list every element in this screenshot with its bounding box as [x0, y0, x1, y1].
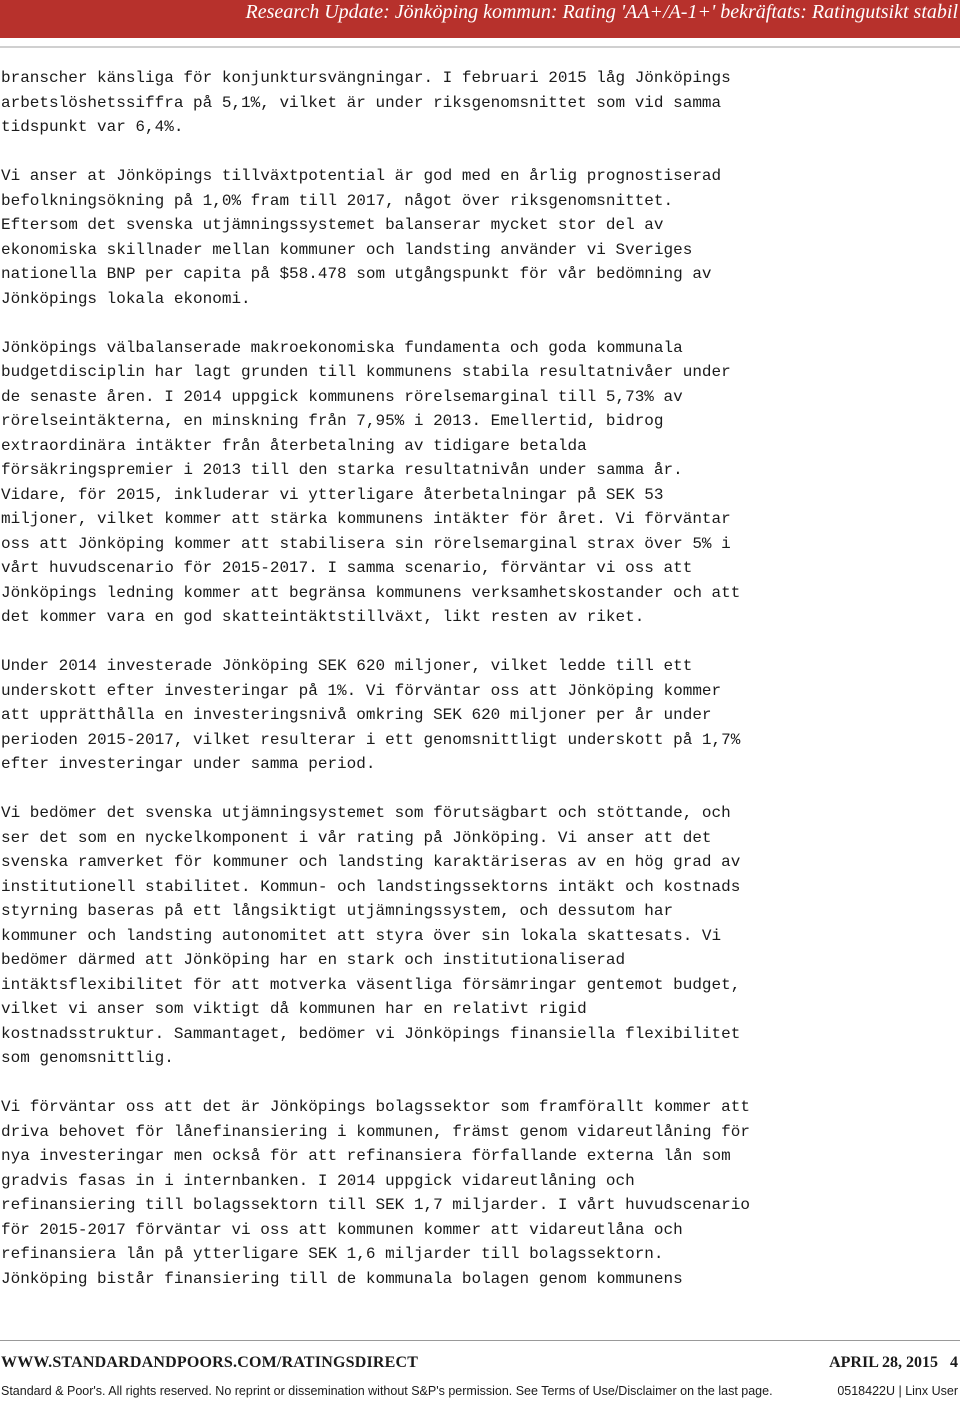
footer-website-link[interactable]: WWW.STANDARDANDPOORS.COM/RATINGSDIRECT	[1, 1354, 419, 1371]
text-line: Vi förväntar oss att det är Jönköpings bolagssektor som framförallt kommer att	[1, 1098, 750, 1116]
header-divider	[0, 46, 960, 48]
text-line: befolkningsökning på 1,0% fram till 2017, något över riksgenomsnittet.	[1, 191, 674, 210]
text-line: Jönköpings ledning kommer att begränsa kommunens verksamhetskostander och att	[1, 583, 741, 602]
text-line: rörelseintäkterna, en minskning från 7,95% i 2013. Emellertid, bidrog	[1, 412, 664, 430]
text-line: Jönköpings välbalanserade makroekonomiska fundamenta och goda kommunala	[1, 338, 683, 357]
text-line: intäktsflexibilitet för att motverka väsentliga försämringar gentemot budget,	[1, 975, 741, 994]
text-line: gradvis fasas in i internbanken. I 2014 uppgick vidareutlåning och	[1, 1171, 635, 1190]
paragraph	[1, 164, 959, 311]
text-line: refinansiera lån på ytterligare SEK 1,6 miljarder till bolagssektorn.	[1, 1245, 664, 1263]
text-line: som genomsnittlig.	[1, 1049, 174, 1067]
copyright-notice: Standard & Poor's. All rights reserved. No reprint or dissemination without S&P's permission. See Terms of Use/Disclaimer on the last page.	[1, 1384, 773, 1398]
text-line: efter investeringar under samma period.	[1, 755, 376, 773]
publication-date: APRIL 28, 2015	[829, 1354, 938, 1371]
document-id: 0518422U | Linx User	[837, 1384, 958, 1398]
paragraph-gap	[1, 1071, 959, 1096]
text-line: Vi anser at Jönköpings tillväxtpotential är god med en årlig prognostiserad	[1, 167, 722, 185]
text-line: försäkringspremier i 2013 till den starka resultatnivån under samma år.	[1, 461, 683, 479]
paragraph-gap	[1, 140, 959, 165]
text-line: underskott efter investeringar på 1%. Vi förväntar oss att Jönköping kommer	[1, 681, 722, 700]
paragraph	[1, 654, 959, 777]
text-line: institutionell stabilitet. Kommun- och landstingssektorns intäkt och kostnads	[1, 877, 741, 896]
text-line: Vi bedömer det svenska utjämningsystemet som förutsägbart och stöttande, och	[1, 804, 731, 822]
text-line: det kommer vara en god skatteintäktstillväxt, likt resten av riket.	[1, 608, 645, 626]
text-line: nationella BNP per capita på $58.478 som utgångspunkt för vår bedömning av	[1, 265, 712, 283]
text-line: miljoner, vilket kommer att stärka kommunens intäkter för året. Vi förväntar	[1, 510, 731, 528]
paragraph	[1, 1095, 959, 1291]
text-line: Eftersom det svenska utjämningssystemet balanserar mycket stor del av	[1, 216, 664, 234]
text-line: ekonomiska skillnader mellan kommuner och landsting använder vi Sveriges	[1, 240, 693, 259]
text-line: kostnadsstruktur. Sammantaget, bedömer vi Jönköpings finansiella flexibilitet	[1, 1024, 741, 1043]
text-line: perioden 2015-2017, vilket resulterar i ett genomsnittligt underskott på 1,7%	[1, 730, 741, 749]
footer-date-page	[829, 1354, 958, 1372]
text-line: Jönköpings lokala ekonomi.	[1, 289, 251, 308]
article-body	[1, 66, 959, 1291]
text-line: vårt huvudscenario för 2015-2017. I samma scenario, förväntar vi oss att	[1, 559, 693, 577]
text-line: bedömer därmed att Jönköping har en stark och institutionaliserad	[1, 951, 626, 969]
text-line: Under 2014 investerade Jönköping SEK 620 miljoner, vilket ledde till ett	[1, 657, 693, 675]
text-line: Jönköping bistår finansiering till de kommunala bolagen genom kommunens	[1, 1269, 683, 1288]
text-line: svenska ramverket för kommuner och landsting karaktäriseras av en hög grad av	[1, 853, 741, 871]
paragraph	[1, 336, 959, 630]
paragraph	[1, 801, 959, 1071]
text-line: nya investeringar men också för att refinansiera förfallande externa lån som	[1, 1147, 731, 1165]
page-number: 4	[950, 1354, 958, 1371]
text-line: styrning baseras på ett långsiktigt utjämningssystem, och dessutom har	[1, 902, 674, 920]
text-line: arbetslöshetssiffra på 5,1%, vilket är under riksgenomsnittet som vid samma	[1, 93, 722, 112]
text-line: vilket vi anser som viktigt då kommunen har en relativt rigid	[1, 1000, 587, 1018]
paragraph-gap	[1, 777, 959, 802]
paragraph-gap	[1, 311, 959, 336]
text-line: refinansiering till bolagssektorn till SEK 1,7 miljarder. I vårt huvudscenario	[1, 1196, 750, 1214]
text-line: de senaste åren. I 2014 uppgick kommunens rörelsemarginal till 5,73% av	[1, 387, 683, 406]
text-line: budgetdisciplin har lagt grunden till kommunens stabila resultatnivåer under	[1, 363, 731, 381]
paragraph	[1, 66, 959, 140]
text-line: ser det som en nyckelkomponent i vår rating på Jönköping. Vi anser att det	[1, 828, 712, 847]
text-line: tidspunkt var 6,4%.	[1, 118, 184, 136]
text-line: att upprätthålla en investeringsnivå omkring SEK 620 miljoner per år under	[1, 706, 712, 724]
text-line: för 2015-2017 förväntar vi oss att kommunen kommer att vidareutlåna och	[1, 1220, 683, 1239]
text-line: extraordinära intäkter från återbetalning av tidigare betalda	[1, 436, 587, 455]
paragraph-gap	[1, 630, 959, 655]
footer-divider	[0, 1340, 960, 1341]
text-line: kommuner och landsting autonomitet att styra över sin lokala skattesats. Vi	[1, 926, 722, 945]
text-line: Vidare, för 2015, inkluderar vi ytterligare återbetalningar på SEK 53	[1, 485, 664, 504]
document-title: Research Update: Jönköping kommun: Rating 'AA+/A-1+' bekräftats: Ratingutsikt stabil	[245, 1, 958, 23]
header-bar	[0, 0, 960, 38]
text-line: driva behovet för lånefinansiering i kommunen, främst genom vidareutlåning för	[1, 1122, 750, 1141]
text-line: branscher känsliga för konjunktursvängningar. I februari 2015 låg Jönköpings	[1, 69, 731, 87]
text-line: oss att Jönköping kommer att stabilisera sin rörelsemarginal strax över 5% i	[1, 534, 731, 553]
